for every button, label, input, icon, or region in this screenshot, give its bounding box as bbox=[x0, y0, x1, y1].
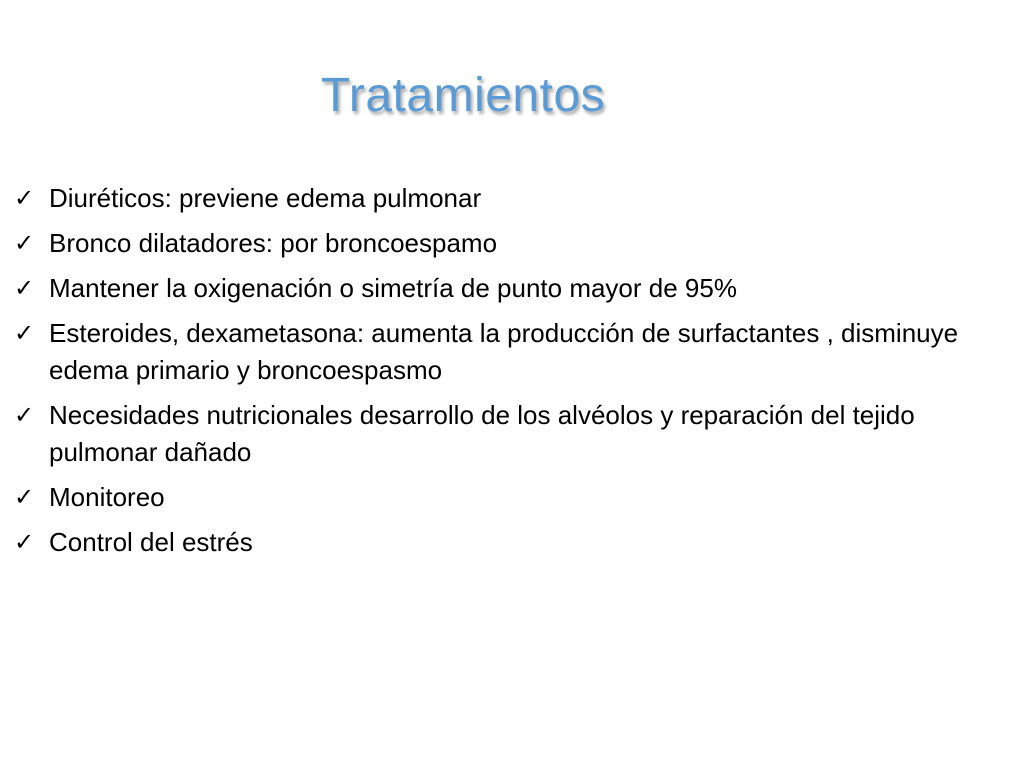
checkmark-icon: ✓ bbox=[14, 528, 35, 556]
list-item bbox=[12, 479, 1002, 516]
checkmark-icon: ✓ bbox=[14, 229, 35, 257]
bullet-text: Mantener la oxigenación o simetría de punto mayor de 95% bbox=[49, 273, 737, 303]
checkmark-icon: ✓ bbox=[14, 274, 35, 302]
bullet-text: Control del estrés bbox=[49, 527, 253, 557]
bullet-text: Esteroides, dexametasona: aumenta la producción de surfactantes , disminuye edema primario y broncoespasmo bbox=[49, 318, 959, 385]
list-item bbox=[12, 315, 1002, 389]
list-item bbox=[12, 270, 1002, 307]
list-item bbox=[12, 225, 1002, 262]
bullet-text: Necesidades nutricionales desarrollo de los alvéolos y reparación del tejido pulmonar dañado bbox=[49, 400, 915, 467]
checkmark-icon: ✓ bbox=[14, 401, 35, 429]
list-item bbox=[12, 397, 1002, 471]
checkmark-icon: ✓ bbox=[14, 483, 35, 511]
checkmark-icon: ✓ bbox=[14, 319, 35, 347]
bullet-text: Bronco dilatadores: por broncoespamo bbox=[49, 228, 498, 258]
checkmark-icon: ✓ bbox=[14, 184, 35, 212]
list-item bbox=[12, 180, 1002, 217]
slide-title: Tratamientos bbox=[320, 69, 606, 122]
list-item bbox=[12, 524, 1002, 561]
bullet-list bbox=[12, 180, 1002, 569]
bullet-text: Monitoreo bbox=[49, 482, 165, 512]
bullet-text: Diuréticos: previene edema pulmonar bbox=[49, 183, 482, 213]
